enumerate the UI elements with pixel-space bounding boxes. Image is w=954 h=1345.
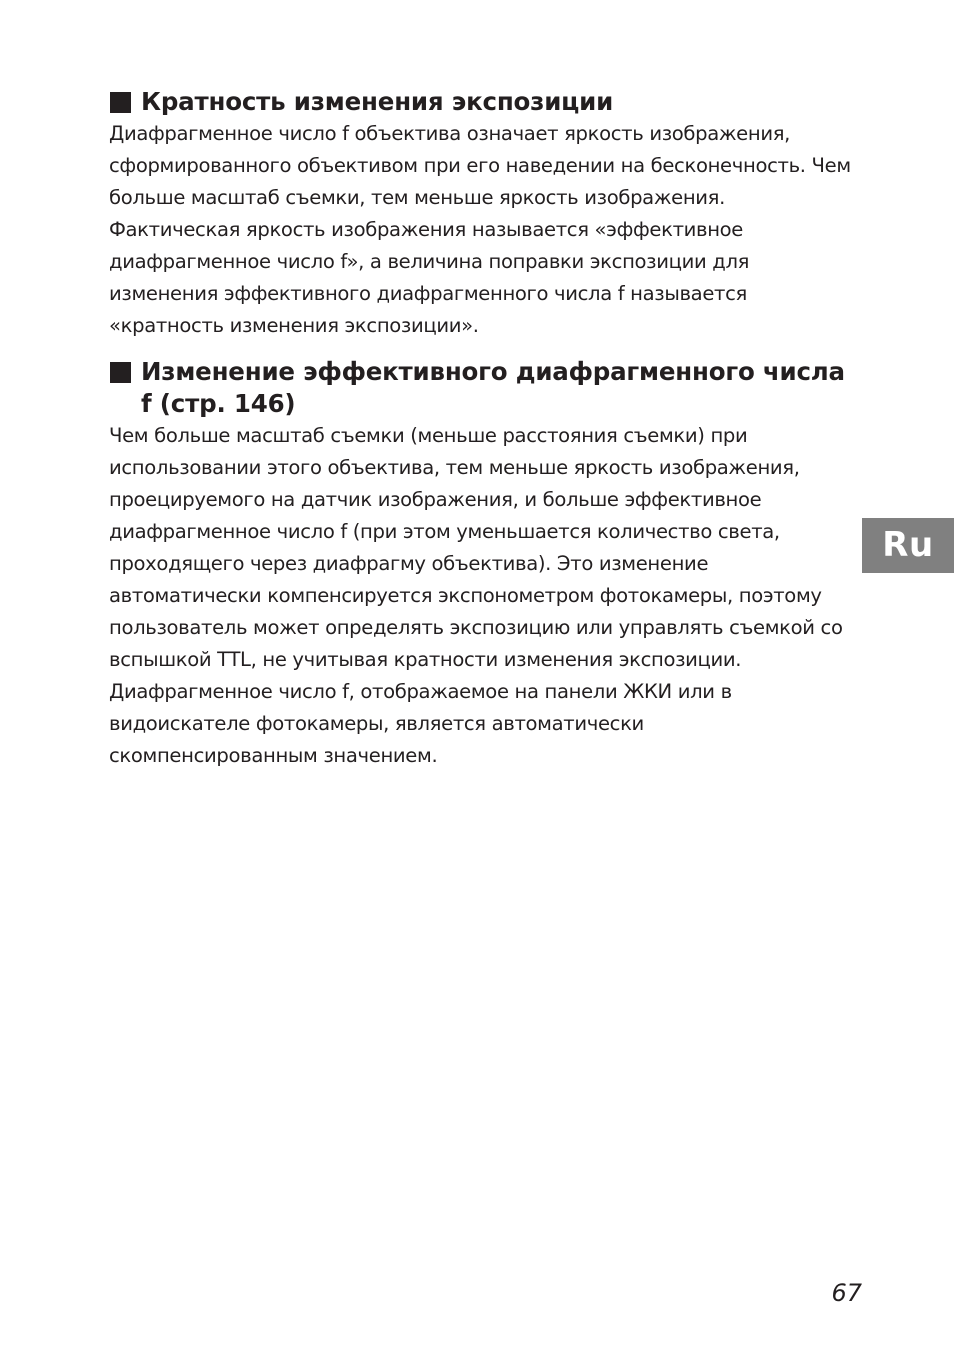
section-heading-text: Кратность изменения экспозиции: [141, 87, 614, 116]
section-paragraph: Диафрагменное число f, отображаемое на панели ЖКИ или в видоискателе фотокамеры, является автоматически скомпенсированным значением.: [109, 680, 732, 767]
page-number: 67: [831, 1279, 862, 1307]
section-heading: [109, 86, 854, 118]
section-paragraph: Чем больше масштаб съемки (меньше расстояния съемки) при использовании этого объектива, тем меньше яркость изображения, проецируемого на датчик изображения, и больше эффективное диафрагменное число f (при этом уменьшается количество света, проходящего через диафрагму объектива). Это изменение автоматически компенсируется экспонометром фотокамеры, поэтому пользователь может определять экспозицию или управлять съемкой со вспышкой TTL, не учитывая кратности изменения экспозиции.: [109, 424, 843, 671]
section-paragraph: Диафрагменное число f объектива означает яркость изображения, сформированного объективом при его наведении на бесконечность. Чем больше масштаб съемки, тем меньше яркость изображения. Фактическая яркость изображения называется «эффективное диафрагменное число f», а величина поправки экспозиции для изменения эффективного диафрагменного числа f называется «кратность изменения экспозиции».: [109, 122, 851, 337]
square-bullet-icon: [110, 362, 131, 383]
section-heading: [109, 356, 854, 420]
section-heading-text: Изменение эффективного диафрагменного числа f (стр. 146): [141, 357, 845, 418]
document-body: [109, 86, 854, 772]
square-bullet-icon: [110, 92, 131, 113]
language-tab: Ru: [862, 518, 954, 573]
